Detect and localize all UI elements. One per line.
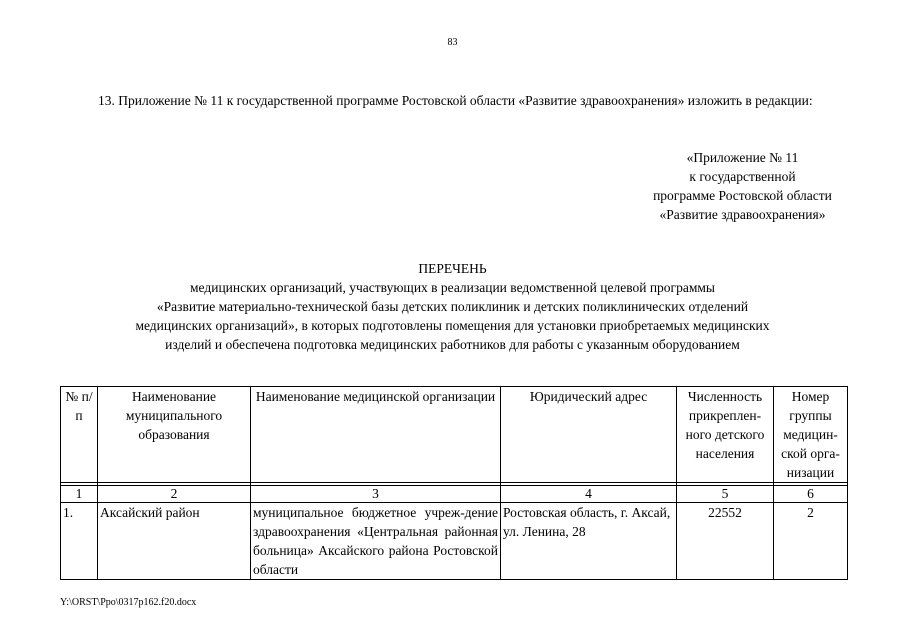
row-municipality: Аксайский район <box>98 503 251 580</box>
heading-line: медицинских организаций», в которых подготовлены помещения для установки приобретаемых медицинских <box>135 318 770 333</box>
annex-line: программе Ростовской области <box>653 188 832 203</box>
column-number: 3 <box>251 486 501 503</box>
column-number-row <box>61 486 848 503</box>
header-population: Численность прикреплен-ного детского населения <box>677 387 774 483</box>
annex-reference <box>620 148 865 224</box>
header-organization: Наименование медицинской организации <box>251 387 501 483</box>
table-row <box>61 503 848 580</box>
column-number: 5 <box>677 486 774 503</box>
column-number: 1 <box>61 486 98 503</box>
intro-paragraph: 13. Приложение № 11 к государственной программе Ростовской области «Развитие здравоохранения» изложить в редакции: <box>98 93 813 108</box>
page-number: 83 <box>447 37 458 48</box>
heading-line: «Развитие материально-технической базы детских поликлиник и детских поликлинических отделений <box>156 299 749 314</box>
header-num: № п/п <box>61 387 98 483</box>
row-num: 1. <box>61 503 98 580</box>
heading-line: изделий и обеспечена подготовка медицинских работников для работы с указанным оборудованием <box>165 337 740 352</box>
row-address: Ростовская область, г. Аксай, ул. Ленина, 28 <box>501 503 677 580</box>
heading-title: ПЕРЕЧЕНЬ <box>418 261 487 276</box>
annex-line: «Развитие здравоохранения» <box>659 207 826 222</box>
organizations-table <box>60 386 848 580</box>
row-group: 2 <box>774 503 848 580</box>
document-heading <box>0 259 905 354</box>
column-number: 6 <box>774 486 848 503</box>
footer-file-path: Y:\ORST\Ppo\0317p162.f20.docx <box>60 597 197 608</box>
row-organization: муниципальное бюджетное учреж-дение здравоохранения «Центральная районная больница» Аксайского района Ростовской области <box>251 503 501 580</box>
column-number: 2 <box>98 486 251 503</box>
column-number: 4 <box>501 486 677 503</box>
heading-line: медицинских организаций, участвующих в реализации ведомственной целевой программы <box>190 280 715 295</box>
header-municipality: Наименование муниципального образования <box>98 387 251 483</box>
header-group: Номер группы медицин-ской орга-низации <box>774 387 848 483</box>
table-header-row <box>61 387 848 483</box>
annex-line: «Приложение № 11 <box>686 150 799 165</box>
annex-line: к государственной <box>689 169 796 184</box>
header-address: Юридический адрес <box>501 387 677 483</box>
row-population: 22552 <box>677 503 774 580</box>
